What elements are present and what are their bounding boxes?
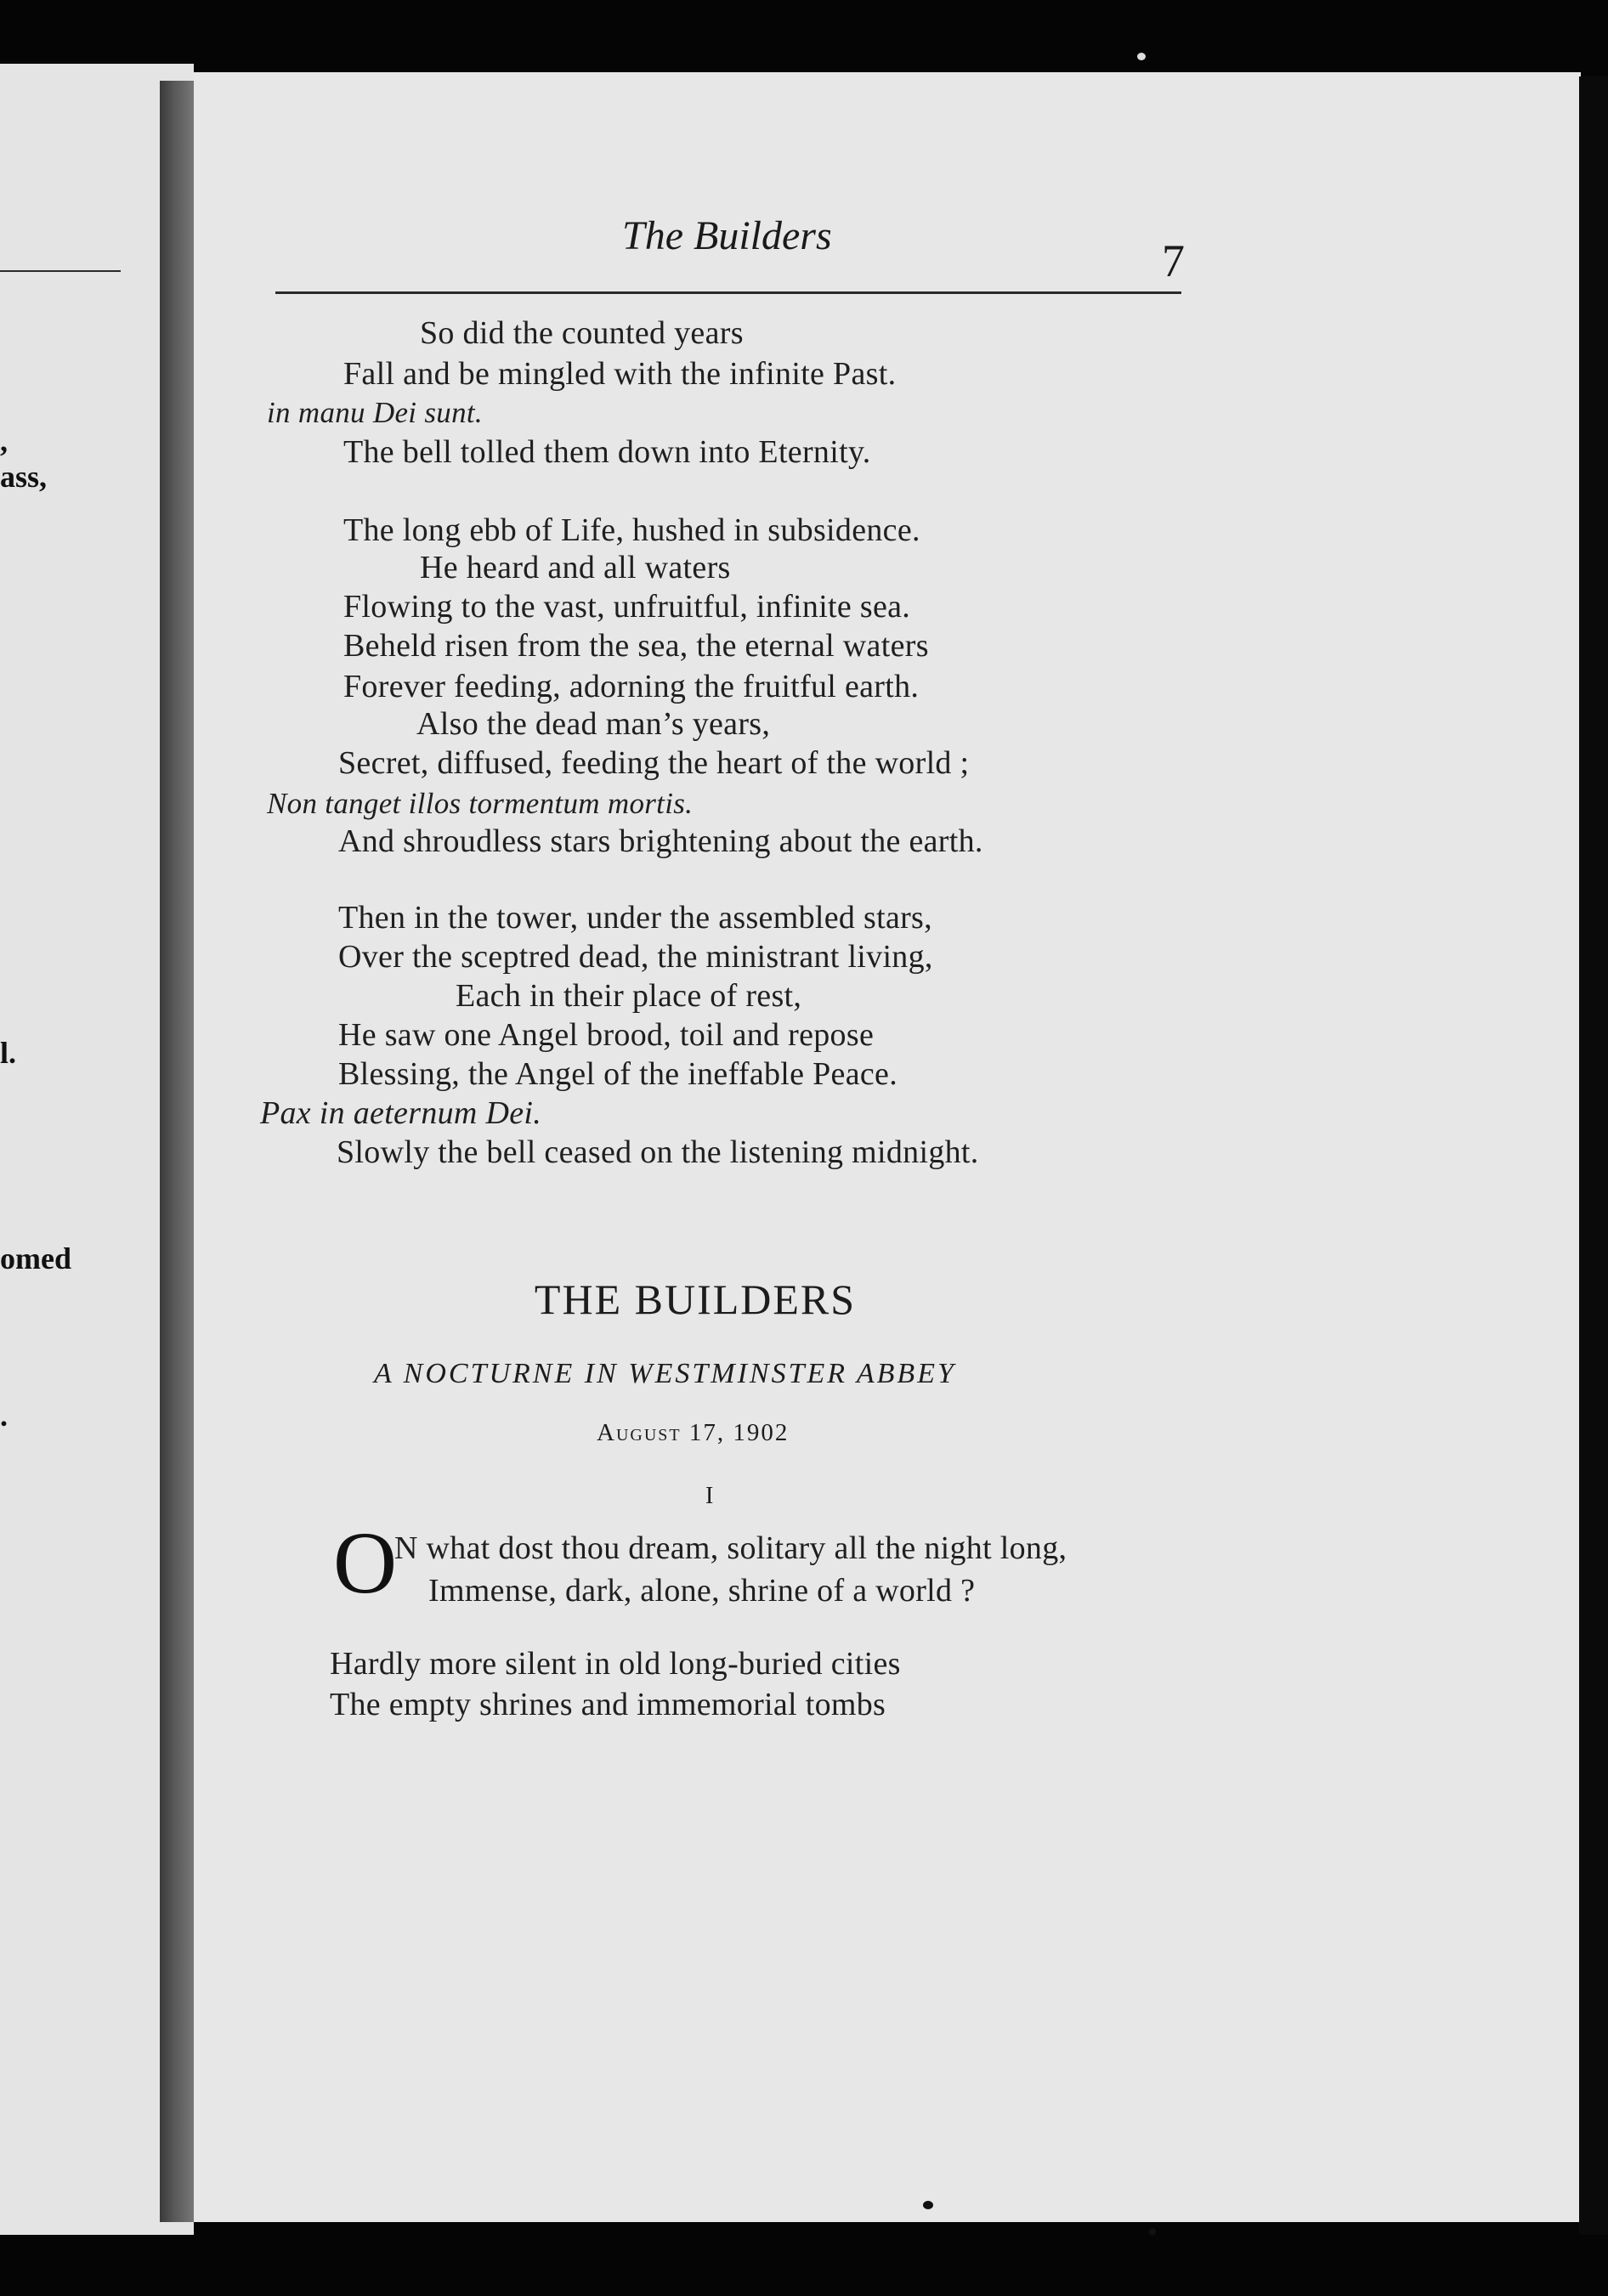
facing-page-fragment: , xyxy=(0,424,8,458)
poem-date: August 17, 1902 xyxy=(597,1419,790,1446)
poem-line: Forever feeding, adorning the fruitful earth. xyxy=(343,669,920,704)
latin-line: Non tanget illos tormentum mortis. xyxy=(267,787,694,820)
poem-line: N what dost thou dream, solitary all the night long, xyxy=(394,1530,1067,1566)
poem-line: Blessing, the Angel of the ineffable Peace. xyxy=(338,1056,898,1092)
poem-line: Each in their place of rest, xyxy=(456,978,802,1014)
poem-subtitle: A NOCTURNE IN WESTMINSTER ABBEY xyxy=(374,1358,956,1389)
scan-speck xyxy=(923,2201,933,2209)
poem-line: Secret, diffused, feeding the heart of the world ; xyxy=(338,745,970,781)
page-number: 7 xyxy=(1162,235,1185,286)
page-edge xyxy=(1579,76,1608,2235)
facing-page-fragment: omed xyxy=(0,1241,71,1275)
poem-line: Flowing to the vast, unfruitful, infinite sea. xyxy=(343,589,911,625)
running-title: The Builders xyxy=(622,213,832,258)
poem-line: Hardly more silent in old long-buried cities xyxy=(330,1646,901,1682)
section-number: I xyxy=(705,1483,714,1509)
poem-line: The bell tolled them down into Eternity. xyxy=(343,434,871,470)
facing-page-fragment: l. xyxy=(0,1036,17,1070)
scan-speck xyxy=(1149,2228,1156,2236)
latin-line: in manu Dei sunt. xyxy=(267,396,483,429)
poem-line: Over the sceptred dead, the ministrant living, xyxy=(338,939,933,975)
poem-line: Fall and be mingled with the infinite Past. xyxy=(343,356,897,392)
poem-line: Beheld risen from the sea, the eternal waters xyxy=(343,628,929,664)
poem-line: Also the dead man’s years, xyxy=(416,706,771,742)
latin-line: Pax in aeternum Dei. xyxy=(260,1095,542,1131)
facing-page-fragment: . xyxy=(0,1399,8,1433)
poem-line: The empty shrines and immemorial tombs xyxy=(330,1687,886,1722)
facing-page-rule xyxy=(0,270,121,272)
poem-line: The long ebb of Life, hushed in subsidence. xyxy=(343,512,920,548)
poem-line: And shroudless stars brightening about the earth. xyxy=(338,823,983,859)
header-rule xyxy=(275,291,1181,294)
drop-cap: O xyxy=(333,1514,398,1612)
book-gutter xyxy=(160,81,194,2222)
poem-line: So did the counted years xyxy=(420,315,744,351)
poem-line: Then in the tower, under the assembled stars, xyxy=(338,900,932,936)
poem-line: Slowly the bell ceased on the listening midnight. xyxy=(337,1134,979,1170)
poem-line: He saw one Angel brood, toil and repose xyxy=(338,1017,875,1053)
scan-speck xyxy=(1137,53,1146,60)
poem-line: He heard and all waters xyxy=(420,550,731,585)
poem-title: THE BUILDERS xyxy=(534,1275,857,1323)
poem-line: Immense, dark, alone, shrine of a world ? xyxy=(428,1573,976,1609)
facing-page-fragment: ass, xyxy=(0,460,48,494)
